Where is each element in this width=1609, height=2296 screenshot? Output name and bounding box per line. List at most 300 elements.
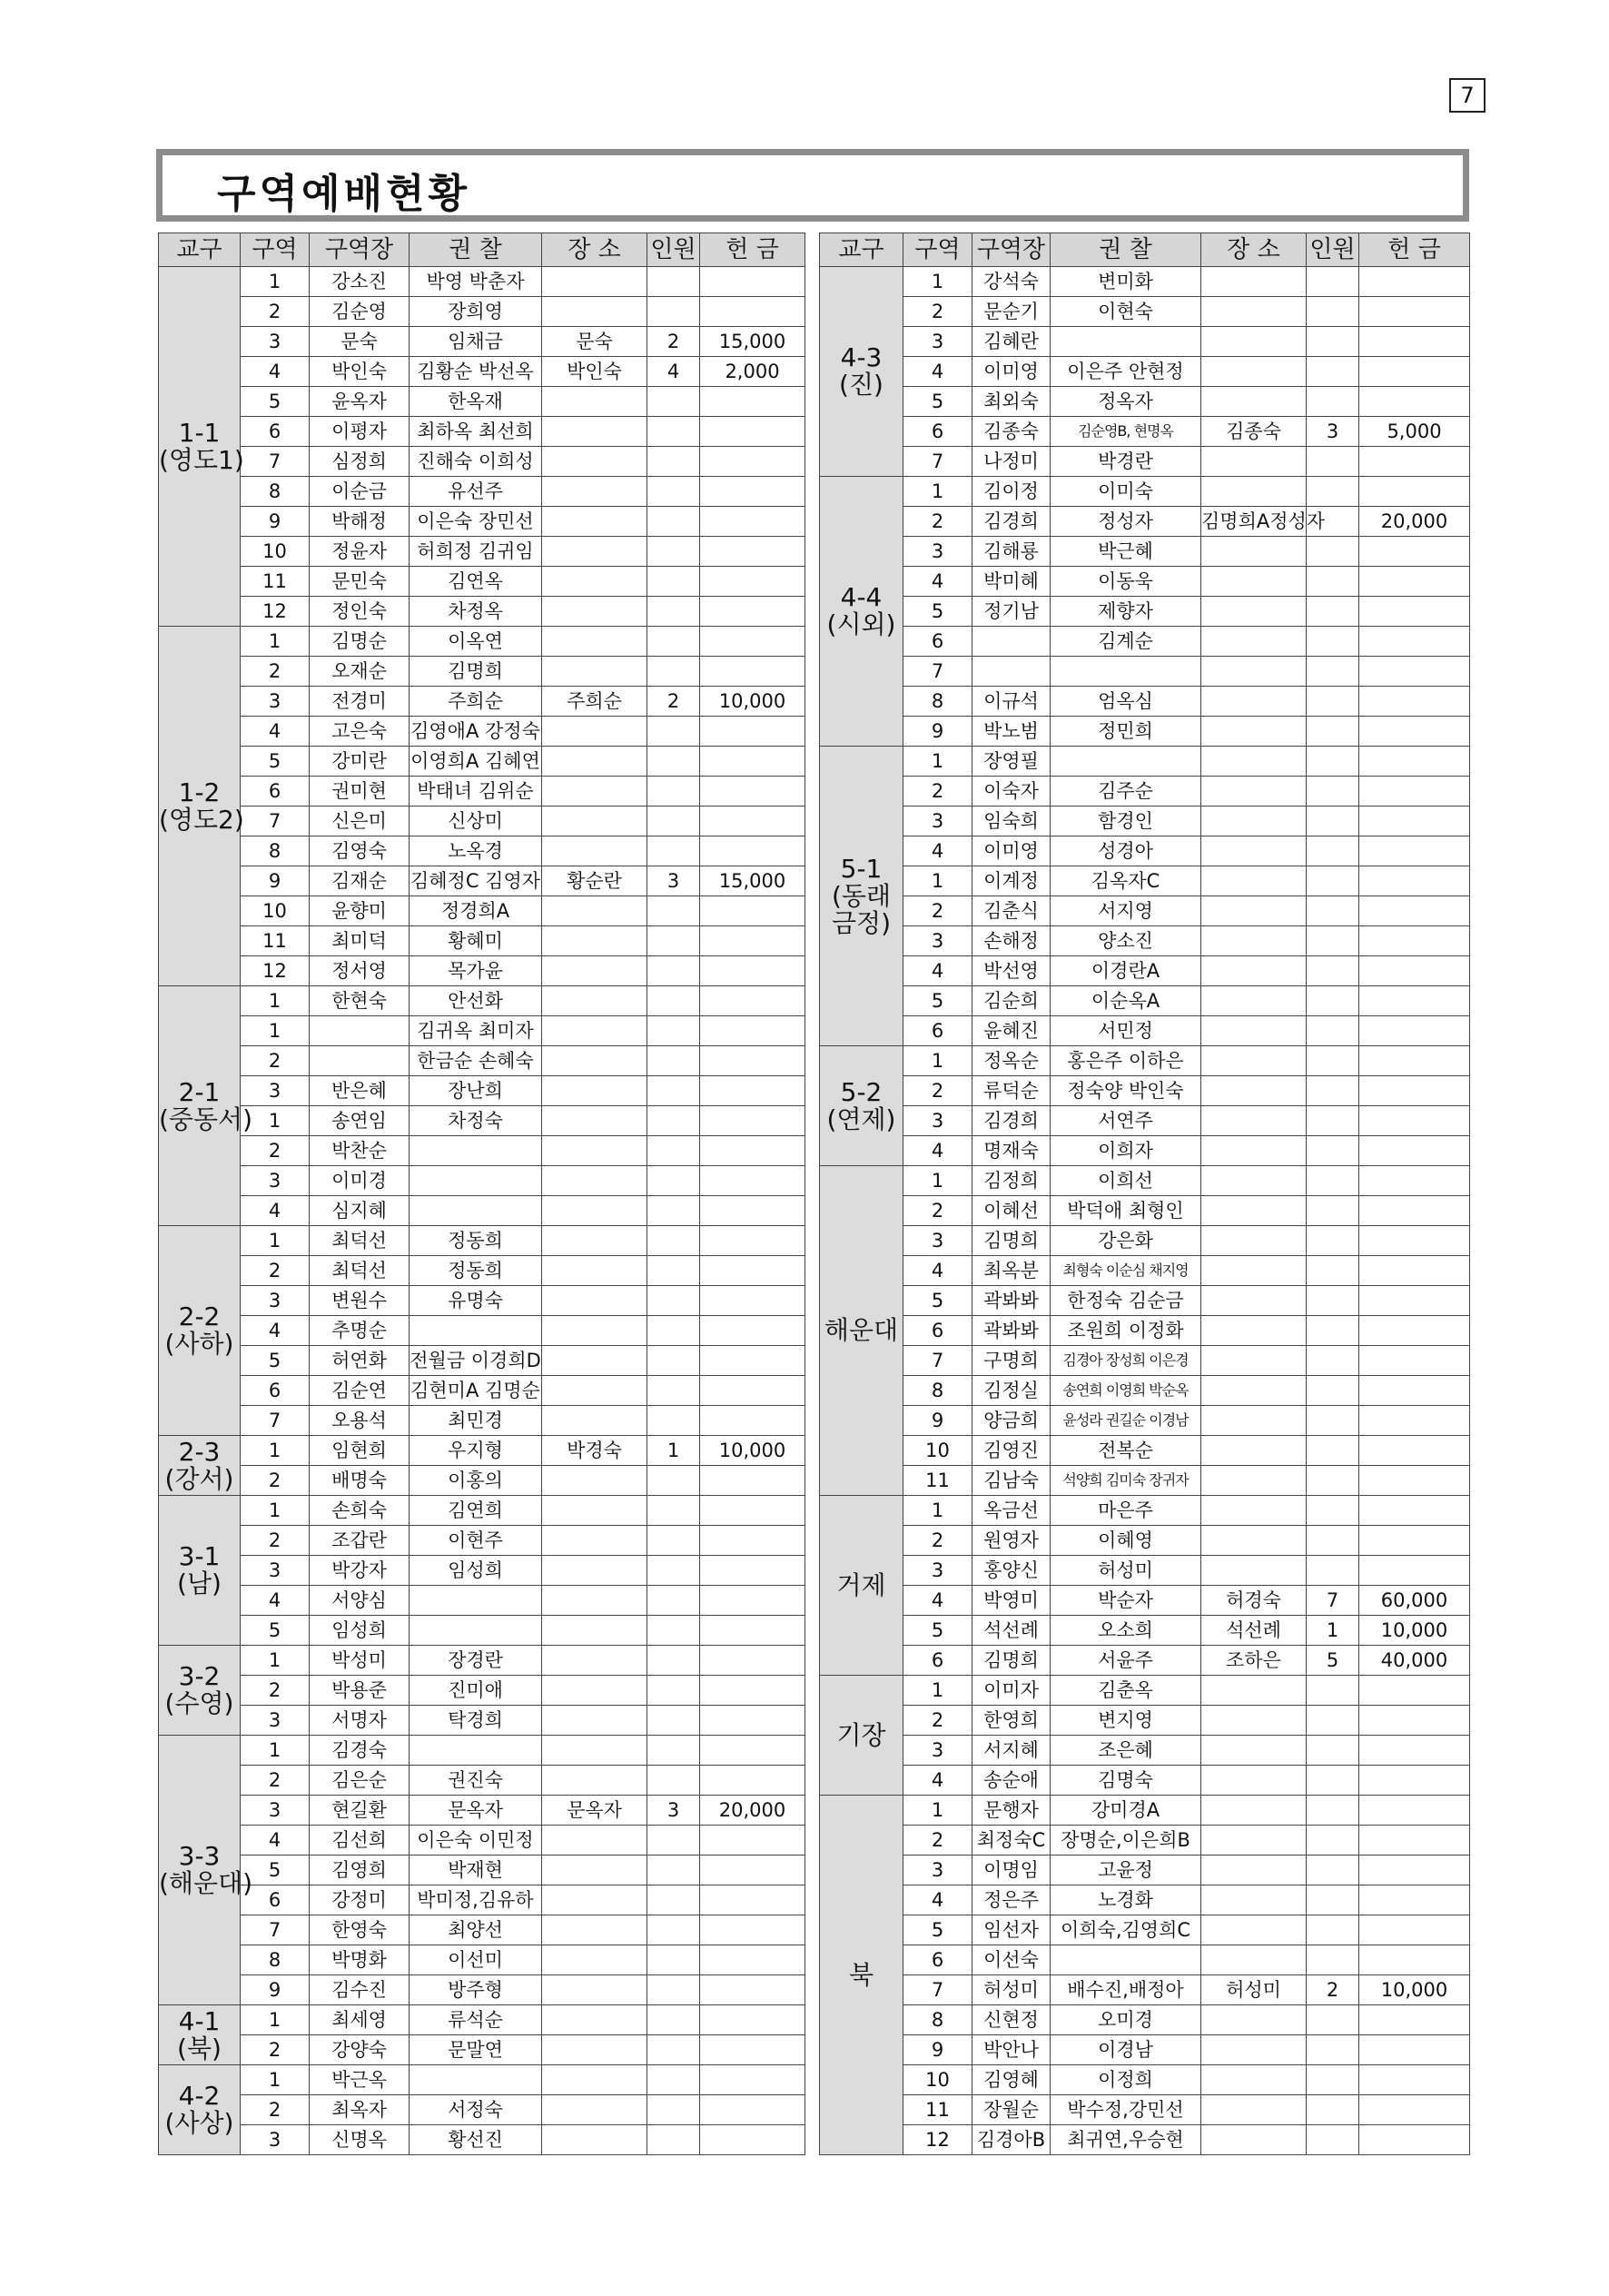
place-cell bbox=[1201, 1766, 1307, 1796]
parish-group-cell bbox=[159, 1496, 241, 1646]
attendance-cell: 7 bbox=[1307, 1586, 1359, 1616]
attendance-cell bbox=[647, 1136, 700, 1166]
place-cell bbox=[542, 717, 647, 747]
district-number-cell: 4 bbox=[903, 1766, 972, 1796]
table-row bbox=[820, 777, 1470, 807]
offering-cell bbox=[1359, 1136, 1470, 1166]
deacon-cell: 오미경 bbox=[1051, 2005, 1201, 2035]
table-row bbox=[820, 687, 1470, 717]
place-cell bbox=[542, 2065, 647, 2095]
deacon-cell: 엄옥심 bbox=[1051, 687, 1201, 717]
offering-cell bbox=[1359, 866, 1470, 896]
offering-cell: 60,000 bbox=[1359, 1586, 1470, 1616]
deacon-cell: 이영희A 김혜연 bbox=[410, 747, 542, 777]
offering-cell bbox=[1359, 717, 1470, 747]
district-number-cell: 1 bbox=[241, 1436, 310, 1466]
offering-cell bbox=[700, 297, 805, 327]
deacon-cell: 신상미 bbox=[410, 807, 542, 836]
place-cell bbox=[542, 2095, 647, 2125]
attendance-cell bbox=[647, 1346, 700, 1376]
offering-cell bbox=[1359, 567, 1470, 597]
parish-name: 5-1 bbox=[840, 853, 883, 884]
deacon-cell: 이동욱 bbox=[1051, 567, 1201, 597]
leader-cell: 김혜란 bbox=[972, 327, 1051, 357]
offering-cell bbox=[700, 1466, 805, 1496]
leader-cell: 이선숙 bbox=[972, 1945, 1051, 1975]
attendance-cell bbox=[1307, 657, 1359, 687]
header-cell: 구역장 bbox=[310, 233, 410, 267]
district-number-cell: 4 bbox=[903, 1256, 972, 1286]
offering-cell bbox=[700, 1885, 805, 1915]
place-cell bbox=[1201, 2065, 1307, 2095]
attendance-cell bbox=[1307, 2035, 1359, 2065]
offering-cell bbox=[1359, 1196, 1470, 1226]
district-number-cell: 2 bbox=[241, 1256, 310, 1286]
offering-cell bbox=[1359, 926, 1470, 956]
place-cell bbox=[1201, 687, 1307, 717]
leader-cell: 문순기 bbox=[972, 297, 1051, 327]
offering-cell bbox=[1359, 477, 1470, 507]
header-cell: 교구 bbox=[159, 233, 241, 267]
district-number-cell: 1 bbox=[241, 267, 310, 297]
district-number-cell: 8 bbox=[903, 1376, 972, 1406]
parish-name: 1-2 bbox=[178, 777, 221, 807]
table-row bbox=[159, 1226, 805, 1256]
parish-region: (해운대) bbox=[159, 1868, 252, 1898]
deacon-cell: 김연희 bbox=[410, 1496, 542, 1526]
deacon-cell: 진미애 bbox=[410, 1676, 542, 1706]
deacon-cell: 허성미 bbox=[1051, 1556, 1201, 1586]
table-row bbox=[159, 1166, 805, 1196]
offering-cell bbox=[700, 807, 805, 836]
table-row bbox=[159, 1706, 805, 1736]
offering-cell: 40,000 bbox=[1359, 1646, 1470, 1676]
place-cell bbox=[542, 297, 647, 327]
parish-group-cell bbox=[159, 627, 244, 986]
attendance-cell bbox=[647, 1915, 700, 1945]
leader-cell: 원영자 bbox=[972, 1526, 1051, 1556]
deacon-cell bbox=[1051, 747, 1201, 777]
attendance-cell bbox=[647, 1286, 700, 1316]
district-number-cell: 2 bbox=[903, 896, 972, 926]
attendance-cell bbox=[1307, 747, 1359, 777]
leader-cell: 서양심 bbox=[310, 1586, 410, 1616]
leader-cell: 이계정 bbox=[972, 866, 1051, 896]
parish-group-cell bbox=[159, 2005, 241, 2065]
offering-cell bbox=[1359, 657, 1470, 687]
place-cell bbox=[1201, 1706, 1307, 1736]
attendance-cell bbox=[1307, 717, 1359, 747]
leader-cell: 구명희 bbox=[972, 1346, 1051, 1376]
attendance-cell bbox=[647, 777, 700, 807]
page-title: 구역예배현황 bbox=[217, 171, 471, 217]
district-number-cell: 10 bbox=[903, 2065, 972, 2095]
table-row bbox=[159, 687, 805, 717]
attendance-cell bbox=[1307, 1406, 1359, 1436]
table-row bbox=[820, 807, 1470, 836]
deacon-cell: 오소희 bbox=[1051, 1616, 1201, 1646]
district-number-cell: 2 bbox=[241, 1526, 310, 1556]
place-cell bbox=[1201, 1945, 1307, 1975]
leader-cell: 김수진 bbox=[310, 1975, 410, 2005]
offering-cell bbox=[700, 1196, 805, 1226]
place-cell bbox=[1201, 1556, 1307, 1586]
offering-cell bbox=[700, 507, 805, 537]
place-cell bbox=[542, 1406, 647, 1436]
place-cell bbox=[1201, 1166, 1307, 1196]
deacon-cell: 이현숙 bbox=[1051, 297, 1201, 327]
parish-region: (중동서) bbox=[159, 1103, 252, 1134]
district-number-cell: 5 bbox=[903, 1616, 972, 1646]
place-cell bbox=[542, 1166, 647, 1196]
table-row bbox=[820, 417, 1470, 447]
attendance-cell bbox=[647, 1706, 700, 1736]
offering-cell: 15,000 bbox=[700, 866, 805, 896]
place-cell: 조하은 bbox=[1201, 1646, 1307, 1676]
table-row bbox=[820, 1945, 1470, 1975]
deacon-cell: 김귀옥 최미자 bbox=[410, 1016, 542, 1046]
offering-cell bbox=[1359, 1736, 1470, 1766]
deacon-cell: 김명숙 bbox=[1051, 1766, 1201, 1796]
place-cell bbox=[1201, 1226, 1307, 1256]
place-cell bbox=[542, 1106, 647, 1136]
parish-name: 4-2 bbox=[178, 2081, 221, 2111]
district-number-cell: 10 bbox=[903, 1436, 972, 1466]
offering-cell bbox=[1359, 1076, 1470, 1106]
place-cell bbox=[542, 1196, 647, 1226]
offering-cell bbox=[700, 447, 805, 477]
deacon-cell: 서정숙 bbox=[410, 2095, 542, 2125]
attendance-cell bbox=[647, 627, 700, 657]
leader-cell: 박명화 bbox=[310, 1945, 410, 1975]
table-row bbox=[820, 1256, 1470, 1286]
attendance-cell bbox=[647, 1016, 700, 1046]
district-number-cell: 9 bbox=[241, 866, 310, 896]
attendance-cell bbox=[647, 1736, 700, 1766]
table-row bbox=[820, 2095, 1470, 2125]
district-number-cell: 4 bbox=[903, 1136, 972, 1166]
attendance-cell bbox=[647, 417, 700, 447]
district-number-cell: 4 bbox=[903, 1885, 972, 1915]
parish-name: 5-2 bbox=[840, 1076, 883, 1107]
deacon-cell: 홍은주 이하은 bbox=[1051, 1046, 1201, 1076]
attendance-cell bbox=[1307, 836, 1359, 866]
table-row bbox=[159, 1556, 805, 1586]
leader-cell: 양금희 bbox=[972, 1406, 1051, 1436]
leader-cell: 배명숙 bbox=[310, 1466, 410, 1496]
place-cell: 박인숙 bbox=[542, 357, 647, 387]
offering-cell bbox=[1359, 1826, 1470, 1856]
district-number-cell: 10 bbox=[241, 537, 310, 567]
parish-group-cell bbox=[159, 1436, 241, 1496]
attendance-cell bbox=[647, 477, 700, 507]
deacon-cell: 노경화 bbox=[1051, 1885, 1201, 1915]
deacon-cell: 박영 박춘자 bbox=[410, 267, 542, 297]
place-cell bbox=[542, 627, 647, 657]
attendance-cell bbox=[1307, 1376, 1359, 1406]
leader-cell: 정기남 bbox=[972, 597, 1051, 627]
district-number-cell: 1 bbox=[241, 1016, 310, 1046]
offering-cell bbox=[1359, 2005, 1470, 2035]
district-number-cell: 8 bbox=[241, 836, 310, 866]
place-cell bbox=[1201, 1346, 1307, 1376]
offering-cell bbox=[1359, 1766, 1470, 1796]
place-cell bbox=[542, 777, 647, 807]
deacon-cell: 박재현 bbox=[410, 1856, 542, 1885]
deacon-cell: 황선진 bbox=[410, 2125, 542, 2155]
offering-cell bbox=[1359, 1436, 1470, 1466]
table-row bbox=[820, 1136, 1470, 1166]
leader-cell: 서지혜 bbox=[972, 1736, 1051, 1766]
table-row bbox=[820, 747, 1470, 777]
table-row bbox=[159, 836, 805, 866]
attendance-cell bbox=[1307, 1706, 1359, 1736]
district-number-cell: 3 bbox=[241, 327, 310, 357]
table-row bbox=[159, 1016, 805, 1046]
district-number-cell: 1 bbox=[903, 866, 972, 896]
district-number-cell: 11 bbox=[903, 1466, 972, 1496]
attendance-cell bbox=[1307, 477, 1359, 507]
offering-cell bbox=[700, 1676, 805, 1706]
leader-cell: 허성미 bbox=[972, 1975, 1051, 2005]
offering-cell bbox=[700, 1915, 805, 1945]
place-cell bbox=[1201, 2095, 1307, 2125]
table-row bbox=[159, 1076, 805, 1106]
offering-cell bbox=[700, 1556, 805, 1586]
district-number-cell: 5 bbox=[241, 1616, 310, 1646]
attendance-cell bbox=[1307, 387, 1359, 417]
attendance-cell bbox=[1307, 956, 1359, 986]
table-row bbox=[159, 926, 805, 956]
district-number-cell: 8 bbox=[903, 2005, 972, 2035]
offering-cell bbox=[700, 1316, 805, 1346]
table-row bbox=[159, 597, 805, 627]
district-number-cell: 7 bbox=[241, 1406, 310, 1436]
leader-cell: 김이정 bbox=[972, 477, 1051, 507]
district-number-cell: 7 bbox=[903, 447, 972, 477]
offering-cell bbox=[700, 1616, 805, 1646]
leader-cell: 임현희 bbox=[310, 1436, 410, 1466]
deacon-cell: 장경란 bbox=[410, 1646, 542, 1676]
parish-name: 1-1 bbox=[178, 417, 221, 448]
offering-cell: 15,000 bbox=[700, 327, 805, 357]
offering-cell bbox=[700, 1046, 805, 1076]
place-cell bbox=[1201, 1316, 1307, 1346]
place-cell bbox=[1201, 1826, 1307, 1856]
attendance-cell bbox=[1307, 1496, 1359, 1526]
district-number-cell: 4 bbox=[241, 1316, 310, 1346]
place-cell bbox=[542, 1616, 647, 1646]
leader-cell: 김재순 bbox=[310, 866, 410, 896]
deacon-cell: 박미정,김유하 bbox=[410, 1885, 542, 1915]
attendance-cell bbox=[1307, 327, 1359, 357]
district-number-cell: 1 bbox=[903, 1166, 972, 1196]
offering-cell bbox=[1359, 297, 1470, 327]
deacon-cell bbox=[1051, 657, 1201, 687]
deacon-cell: 최양선 bbox=[410, 1915, 542, 1945]
district-number-cell: 5 bbox=[903, 597, 972, 627]
deacon-cell: 허희정 김귀임 bbox=[410, 537, 542, 567]
parish-region: (연제) bbox=[826, 1103, 896, 1134]
leader-cell: 이미경 bbox=[310, 1166, 410, 1196]
attendance-cell bbox=[647, 747, 700, 777]
place-cell bbox=[542, 657, 647, 687]
deacon-cell bbox=[410, 1736, 542, 1766]
leader-cell: 나정미 bbox=[972, 447, 1051, 477]
leader-cell: 박용준 bbox=[310, 1676, 410, 1706]
attendance-cell bbox=[647, 657, 700, 687]
place-cell bbox=[1201, 777, 1307, 807]
parish-name: 거제 bbox=[836, 1569, 886, 1600]
deacon-cell: 정동희 bbox=[410, 1256, 542, 1286]
district-number-cell: 1 bbox=[241, 1106, 310, 1136]
place-cell bbox=[1201, 1856, 1307, 1885]
table-row bbox=[820, 1885, 1470, 1915]
deacon-cell: 목가윤 bbox=[410, 956, 542, 986]
district-number-cell: 4 bbox=[241, 1826, 310, 1856]
offering-cell bbox=[1359, 896, 1470, 926]
table-row bbox=[820, 1676, 1470, 1706]
district-number-cell: 2 bbox=[241, 1766, 310, 1796]
deacon-cell: 전복순 bbox=[1051, 1436, 1201, 1466]
attendance-cell bbox=[1307, 2005, 1359, 2035]
place-cell: 석선례 bbox=[1201, 1616, 1307, 1646]
district-number-cell: 4 bbox=[241, 1196, 310, 1226]
leader-cell: 손해정 bbox=[972, 926, 1051, 956]
offering-cell bbox=[1359, 747, 1470, 777]
leader-cell: 신현정 bbox=[972, 2005, 1051, 2035]
deacon-cell: 최귀연,우승현 bbox=[1051, 2125, 1201, 2155]
place-cell bbox=[1201, 1196, 1307, 1226]
place-cell bbox=[542, 926, 647, 956]
table-row bbox=[820, 866, 1470, 896]
deacon-cell: 정동희 bbox=[410, 1226, 542, 1256]
offering-cell: 5,000 bbox=[1359, 417, 1470, 447]
leader-cell bbox=[310, 1016, 410, 1046]
leader-cell: 이명임 bbox=[972, 1856, 1051, 1885]
leader-cell: 신명옥 bbox=[310, 2125, 410, 2155]
leader-cell: 박강자 bbox=[310, 1556, 410, 1586]
offering-cell bbox=[700, 1586, 805, 1616]
parish-region: (진) bbox=[839, 370, 883, 400]
attendance-cell bbox=[1307, 627, 1359, 657]
offering-cell: 20,000 bbox=[700, 1796, 805, 1826]
place-cell bbox=[542, 1136, 647, 1166]
offering-cell bbox=[700, 1136, 805, 1166]
place-cell bbox=[542, 507, 647, 537]
leader-cell: 김해룡 bbox=[972, 537, 1051, 567]
table-row bbox=[159, 866, 805, 896]
attendance-cell: 2 bbox=[1307, 1975, 1359, 2005]
attendance-cell bbox=[1307, 1106, 1359, 1136]
deacon-cell: 문말연 bbox=[410, 2035, 542, 2065]
district-number-cell: 8 bbox=[241, 1945, 310, 1975]
offering-cell bbox=[700, 1496, 805, 1526]
offering-cell bbox=[700, 747, 805, 777]
place-cell bbox=[1201, 657, 1307, 687]
attendance-cell bbox=[647, 1376, 700, 1406]
place-cell bbox=[542, 2125, 647, 2155]
attendance-cell bbox=[1307, 1676, 1359, 1706]
offering-cell bbox=[700, 836, 805, 866]
place-cell: 김종숙 bbox=[1201, 417, 1307, 447]
deacon-cell: 성경아 bbox=[1051, 836, 1201, 866]
attendance-cell bbox=[647, 717, 700, 747]
offering-cell bbox=[1359, 2125, 1470, 2155]
leader-cell: 윤옥자 bbox=[310, 387, 410, 417]
district-number-cell: 2 bbox=[903, 1196, 972, 1226]
leader-cell: 이순금 bbox=[310, 477, 410, 507]
place-cell bbox=[1201, 1885, 1307, 1915]
table-row bbox=[159, 1796, 805, 1826]
attendance-cell bbox=[647, 807, 700, 836]
attendance-cell bbox=[647, 1526, 700, 1556]
deacon-cell: 최민경 bbox=[410, 1406, 542, 1436]
parish-group-cell bbox=[820, 477, 903, 747]
district-number-cell: 1 bbox=[903, 747, 972, 777]
attendance-cell bbox=[1307, 1526, 1359, 1556]
table-row bbox=[159, 1496, 805, 1526]
table-row bbox=[820, 2125, 1470, 2155]
deacon-cell: 김혜정C 김영자 bbox=[410, 866, 542, 896]
offering-cell bbox=[700, 417, 805, 447]
leader-cell bbox=[310, 1046, 410, 1076]
attendance-cell: 4 bbox=[647, 357, 700, 387]
table-row bbox=[820, 2035, 1470, 2065]
deacon-cell: 마은주 bbox=[1051, 1496, 1201, 1526]
district-number-cell: 2 bbox=[903, 1706, 972, 1736]
table-row bbox=[820, 896, 1470, 926]
table-row bbox=[159, 1736, 805, 1766]
leader-cell: 송순애 bbox=[972, 1766, 1051, 1796]
district-number-cell: 7 bbox=[241, 447, 310, 477]
district-number-cell: 12 bbox=[241, 956, 310, 986]
leader-cell: 심지혜 bbox=[310, 1196, 410, 1226]
place-cell bbox=[1201, 297, 1307, 327]
leader-cell: 이혜선 bbox=[972, 1196, 1051, 1226]
right-table-body bbox=[820, 267, 1470, 2155]
place-cell bbox=[542, 447, 647, 477]
attendance-cell: 3 bbox=[647, 1796, 700, 1826]
deacon-cell: 류석순 bbox=[410, 2005, 542, 2035]
table-row bbox=[820, 1436, 1470, 1466]
place-cell: 주희순 bbox=[542, 687, 647, 717]
table-row bbox=[159, 747, 805, 777]
deacon-cell bbox=[410, 1316, 542, 1346]
place-cell bbox=[1201, 537, 1307, 567]
district-number-cell: 7 bbox=[241, 807, 310, 836]
place-cell bbox=[1201, 956, 1307, 986]
attendance-cell bbox=[647, 1646, 700, 1676]
offering-cell bbox=[700, 1376, 805, 1406]
table-row bbox=[159, 2035, 805, 2065]
deacon-cell: 박태녀 김위순 bbox=[410, 777, 542, 807]
place-cell bbox=[1201, 387, 1307, 417]
leader-cell: 김정희 bbox=[972, 1166, 1051, 1196]
leader-cell bbox=[972, 627, 1051, 657]
table-row bbox=[159, 1136, 805, 1166]
deacon-cell: 변미화 bbox=[1051, 267, 1201, 297]
attendance-cell bbox=[1307, 1436, 1359, 1466]
table-row bbox=[159, 1945, 805, 1975]
leader-cell: 김영진 bbox=[972, 1436, 1051, 1466]
offering-cell bbox=[700, 2095, 805, 2125]
attendance-cell bbox=[647, 1106, 700, 1136]
parish-name: 2-1 bbox=[178, 1076, 221, 1107]
table-row bbox=[159, 537, 805, 567]
table-row bbox=[820, 1046, 1470, 1076]
place-cell bbox=[1201, 357, 1307, 387]
